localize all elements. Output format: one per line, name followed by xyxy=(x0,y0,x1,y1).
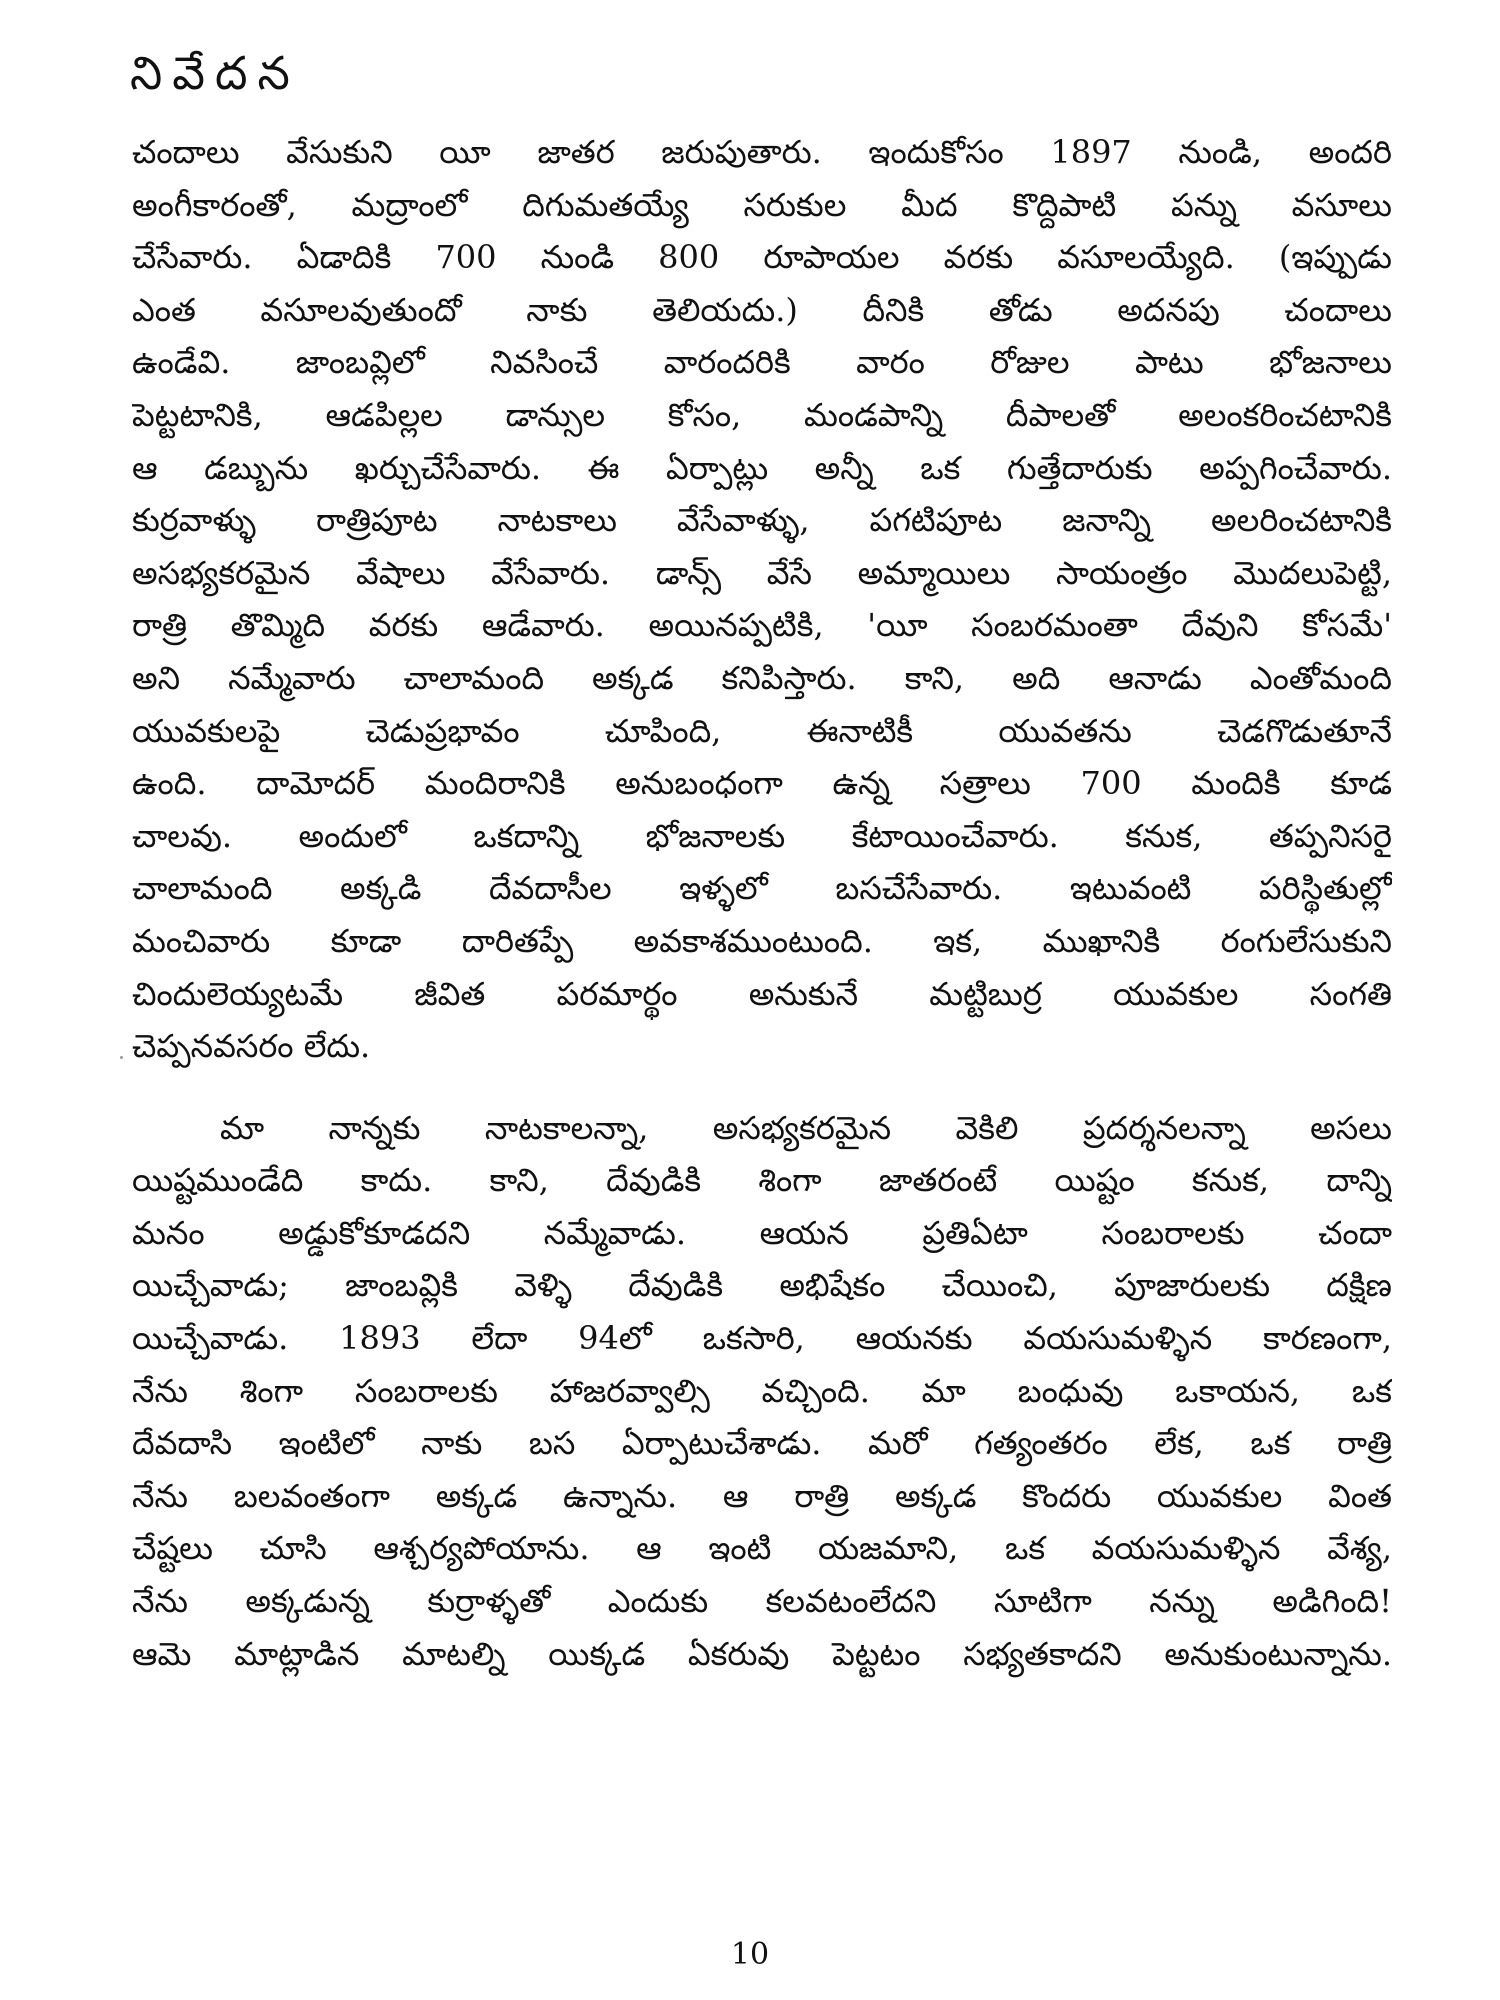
text-line: చందాలు వేసుకుని యీ జాతర జరుపుతారు. ఇందుకోసం 1897 నుండి, అందరి xyxy=(132,133,1392,171)
text-line-indented: మా నాన్నకు నాటకాలన్నా, అసభ్యకరమైన వెకిలి ప్రదర్శనలన్నా అసలు xyxy=(220,1108,1392,1147)
text-line: మనం అడ్డుకోకూడదని నమ్మేవాడు. ఆయన ప్రతిఏటా సంబరాలకు చందా xyxy=(132,1213,1392,1252)
text-line: మంచివారు కూడా దారితప్పే అవకాశముంటుంది. ఇక, ముఖానికి రంగులేసుకుని xyxy=(132,921,1392,960)
text-line: యువకులపై చెడుప్రభావం చూపింది, ఈనాటికీ యువతను చెడగొడుతూనే xyxy=(132,711,1392,750)
paragraph-gap xyxy=(132,1073,1392,1102)
text-line: ఆ డబ్బును ఖర్చుచేసేవారు. ఈ ఏర్పాట్లు అన్నీ ఒక గుత్తేదారుకు అప్పగించేవారు. xyxy=(132,448,1392,487)
paragraph-1 xyxy=(132,126,1392,1073)
body-text xyxy=(132,126,1392,1680)
scan-speck xyxy=(120,1056,123,1059)
text-line: దేవదాసి ఇంటిలో నాకు బస ఏర్పాటుచేశాడు. మరో గత్యంతరం లేక, ఒక రాత్రి xyxy=(132,1424,1392,1463)
text-line: అని నమ్మేవారు చాలామంది అక్కడ కనిపిస్తారు. కాని, అది ఆనాడు ఎంతోమంది xyxy=(132,658,1392,697)
text-line: ఆమె మాట్లాడిన మాటల్ని యిక్కడ ఏకరువు పెట్టటం సభ్యతకాదని అనుకుంటున్నాను. xyxy=(132,1634,1392,1673)
text-line: ఉంది. దామోదర్ మందిరానికి అనుబంధంగా ఉన్న సత్రాలు 700 మందికి కూడ xyxy=(132,764,1392,803)
text-line: రాత్రి తొమ్మిది వరకు ఆడేవారు. అయినప్పటికి, 'యీ సంబరమంతా దేవుని కోసమే' xyxy=(132,606,1392,645)
text-line: యిచ్చేవాడు. 1893 లేదా 94లో ఒకసారి, ఆయనకు వయసుమళ్ళిన కారణంగా, xyxy=(132,1319,1392,1358)
text-line: నేను బలవంతంగా అక్కడ ఉన్నాను. ఆ రాత్రి అక్కడ కొందరు యువకుల వింత xyxy=(132,1476,1392,1515)
paragraph-2 xyxy=(132,1102,1392,1681)
text-line: చాలామంది అక్కడి దేవదాసీల ఇళ్ళలో బసచేసేవారు. ఇటువంటి పరిస్థితుల్లో xyxy=(132,869,1392,908)
text-line: అంగీకారంతో, మద్రాంలో దిగుమతయ్యే సరుకుల మీద కొద్దిపాటి పన్ను వసూలు xyxy=(132,185,1392,224)
text-line: అసభ్యకరమైన వేషాలు వేసేవారు. డాన్స్ వేసే అమ్మాయిలు సాయంత్రం మొదలుపెట్టి, xyxy=(132,553,1392,592)
text-line: యిచ్చేవాడు; జాంబవ్లికి వెళ్ళి దేవుడికి అభిషేకం చేయించి, పూజారులకు దక్షిణ xyxy=(132,1266,1392,1305)
text-line: చేష్టలు చూసి ఆశ్చర్యపోయాను. ఆ ఇంటి యజమాని, ఒక వయసుమళ్ళిన వేశ్య, xyxy=(132,1529,1392,1568)
text-line: ఉండేవి. జాంబవ్లిలో నివసించే వారందరికి వారం రోజుల పాటు భోజనాలు xyxy=(132,343,1392,382)
text-line: ఎంత వసూలవుతుందో నాకు తెలియదు.) దీనికి తోడు అదనపు చందాలు xyxy=(132,290,1392,329)
text-line: కుర్రవాళ్ళు రాత్రిపూట నాటకాలు వేసేవాళ్ళు, పగటిపూట జనాన్ని అలరించటానికి xyxy=(132,501,1392,540)
text-line: చిందులెయ్యటమే జీవిత పరమార్థం అనుకునే మట్టిబుర్ర యువకుల సంగతి xyxy=(132,974,1392,1013)
text-line: నేను అక్కడున్న కుర్రాళ్ళతో ఎందుకు కలవటంలేదని సూటిగా నన్ను అడిగింది! xyxy=(132,1582,1392,1621)
text-line: చాలవు. అందులో ఒకదాన్ని భోజనాలకు కేటాయించేవారు. కనుక, తప్పనిసరై xyxy=(132,816,1392,855)
text-line: యిష్టముండేది కాదు. కాని, దేవుడికి శింగా జాతరంటే యిష్టం కనుక, దాన్ని xyxy=(132,1161,1392,1200)
text-line: చేసేవారు. ఏడాదికి 700 నుండి 800 రూపాయల వరకు వసూలయ్యేది. (ఇప్పుడు xyxy=(132,238,1392,277)
text-line: పెట్టటానికి, ఆడపిల్లల డాన్సుల కోసం, మండపాన్ని దీపాలతో అలంకరించటానికి xyxy=(132,395,1392,434)
text-line-last: చెప్పనవసరం లేదు. xyxy=(132,1027,371,1066)
text-line: నేను శింగా సంబరాలకు హాజరవ్వాల్సి వచ్చింది. మా బంధువు ఒకాయన, ఒక xyxy=(132,1371,1392,1410)
page-number: 10 xyxy=(730,1937,770,1972)
page-heading: నివేదన xyxy=(130,46,300,100)
